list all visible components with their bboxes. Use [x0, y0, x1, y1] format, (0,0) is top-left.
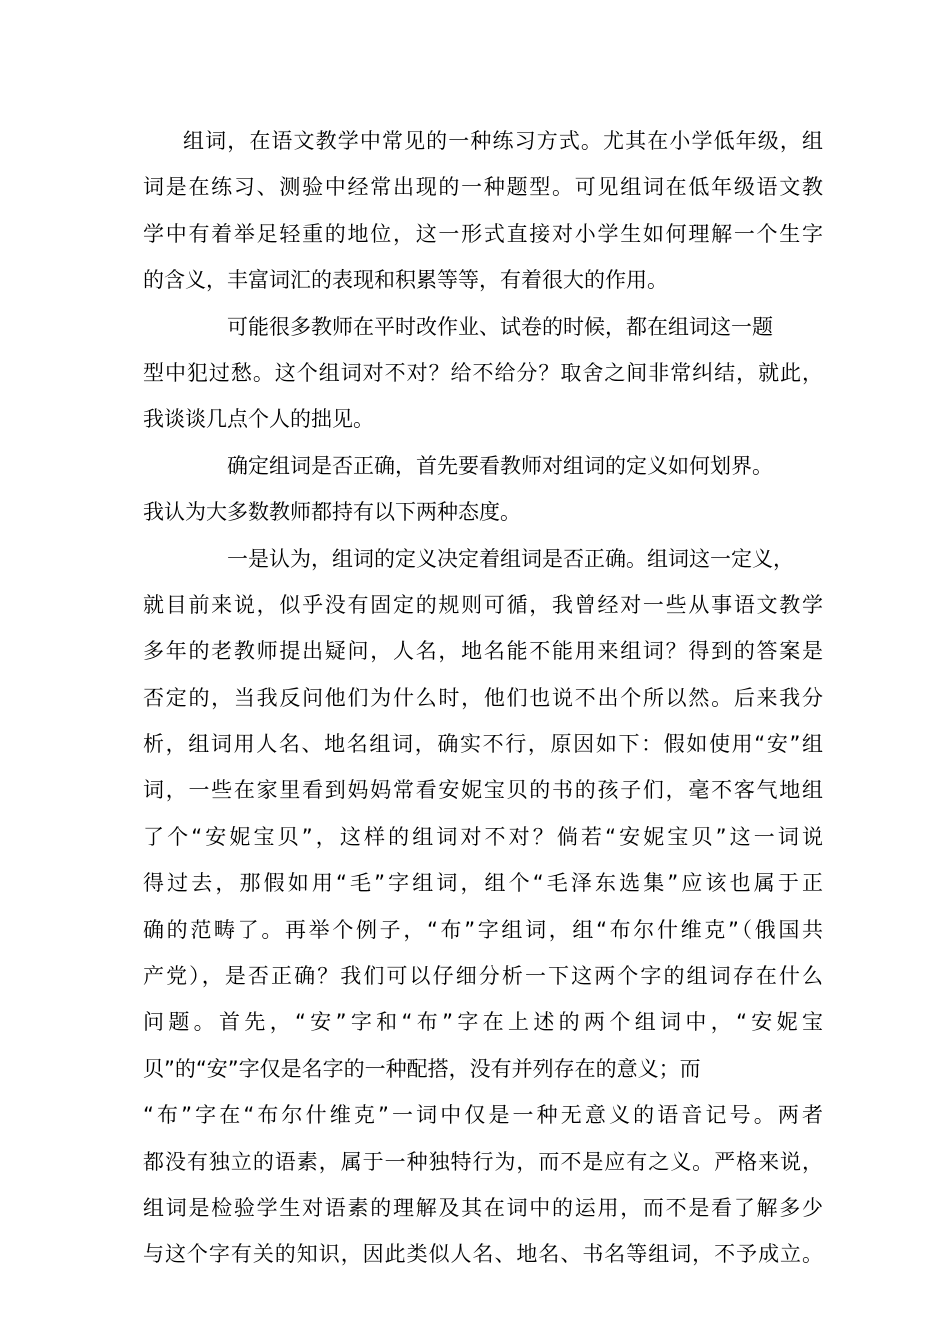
- paragraph-4-line-13: “布”字在“布尔什维克”一词中仅是一种无意义的语音记号。两者: [143, 1103, 823, 1128]
- paragraph-4-line-10: 产党），是否正确？我们可以仔细分析一下这两个字的组词存在什么: [143, 964, 823, 989]
- paragraph-4-line-9: 确的范畴了。再举个例子，“布”字组词，组“布尔什维克”（俄国共: [143, 917, 823, 942]
- paragraph-4-line-8: 得过去，那假如用“毛”字组词，组个“毛泽东选集”应该也属于正: [143, 871, 823, 896]
- paragraph-4-line-14: 都没有独立的语素，属于一种独特行为，而不是应有之义。严格来说，: [143, 1149, 823, 1174]
- paragraph-1-line-2: 词是在练习、测验中经常出现的一种题型。可见组词在低年级语文教: [143, 175, 823, 200]
- paragraph-4-line-5: 析，组词用人名、地名组词，确实不行，原因如下：假如使用“安”组: [143, 732, 823, 757]
- paragraph-2-line-2: 型中犯过愁。这个组词对不对？给不给分？取舍之间非常纠结，就此，: [143, 360, 823, 385]
- paragraph-1-line-1: 组词，在语文教学中常见的一种练习方式。尤其在小学低年级，组: [183, 129, 823, 153]
- paragraph-4-line-6: 词，一些在家里看到妈妈常看安妮宝贝的书的孩子们，毫不客气地组: [143, 778, 823, 803]
- paragraph-4-line-16: 与这个字有关的知识，因此类似人名、地名、书名等组词，不予成立。: [143, 1242, 823, 1267]
- paragraph-3-line-2: 我认为大多数教师都持有以下两种态度。: [143, 500, 521, 525]
- paragraph-4-line-3: 多年的老教师提出疑问，人名，地名能不能用来组词？得到的答案是: [143, 639, 823, 664]
- paragraph-4-line-12: 贝”的“安”字仅是名字的一种配搭，没有并列存在的意义；而: [143, 1056, 701, 1081]
- paragraph-1-line-4: 的含义，丰富词汇的表现和积累等等，有着很大的作用。: [143, 268, 668, 293]
- paragraph-3-line-1: 确定组词是否正确，首先要看教师对组词的定义如何划界。: [227, 453, 773, 478]
- paragraph-2-line-1: 可能很多教师在平时改作业、试卷的时候，都在组词这一题: [227, 314, 773, 339]
- paragraph-4-line-1: 一是认为，组词的定义决定着组词是否正确。组词这一定义，: [227, 546, 794, 571]
- paragraph-4-line-7: 了个“安妮宝贝”，这样的组词对不对？倘若“安妮宝贝”这一词说: [143, 824, 823, 849]
- paragraph-4-line-11: 问题。首先，“安”字和“布”字在上述的两个组词中，“安妮宝: [143, 1010, 823, 1035]
- paragraph-4-line-15: 组词是检验学生对语素的理解及其在词中的运用，而不是看了解多少: [143, 1195, 823, 1220]
- paragraph-4-line-4: 否定的，当我反问他们为什么时，他们也说不出个所以然。后来我分: [143, 685, 823, 710]
- paragraph-1-line-3: 学中有着举足轻重的地位，这一形式直接对小学生如何理解一个生字: [143, 221, 823, 246]
- paragraph-4-line-2: 就目前来说，似乎没有固定的规则可循，我曾经对一些从事语文教学: [143, 592, 823, 617]
- document-body: [143, 118, 823, 1278]
- paragraph-2-line-3: 我谈谈几点个人的拙见。: [143, 407, 374, 432]
